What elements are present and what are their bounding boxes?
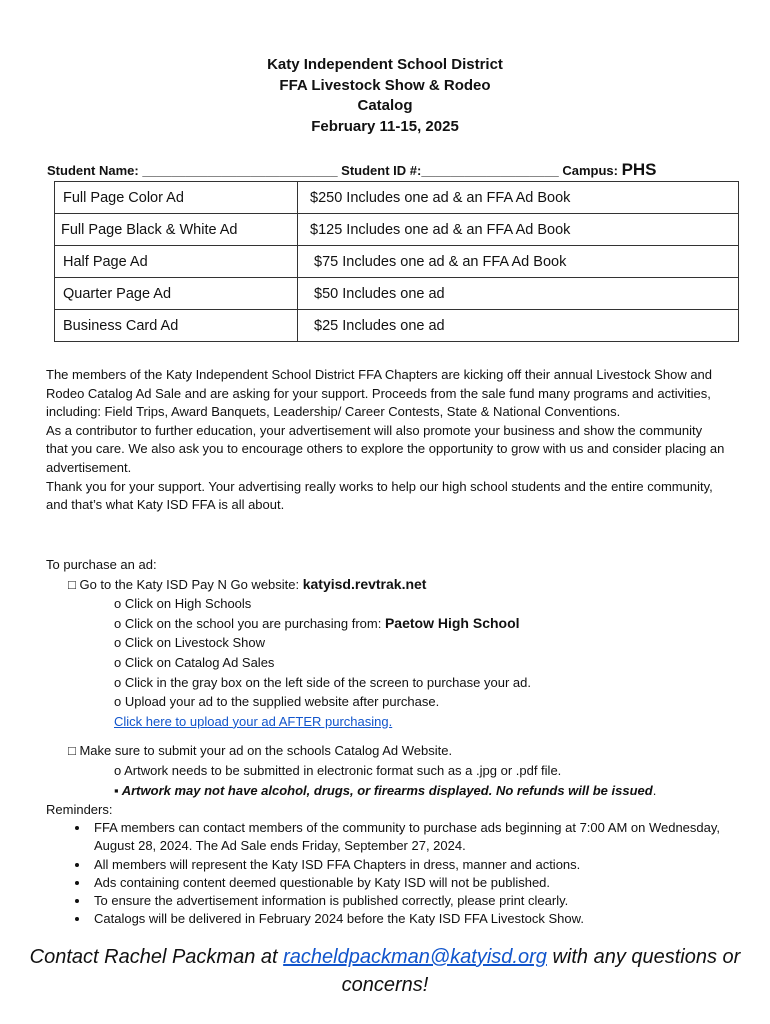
reminders-list [46, 819, 736, 928]
ad-type: Quarter Page Ad [55, 278, 298, 310]
table-row [55, 310, 739, 342]
ad-type: Full Page Color Ad [55, 182, 298, 214]
step-submit-ad: □ Make sure to submit your ad on the schools Catalog Ad Website. [68, 743, 453, 759]
contact-line: Contact Rachel Packman at racheldpackman@katyisd.org with any questions or concerns! [29, 946, 741, 996]
paragraph-thanks: Thank you for your support. Your advertising really works to help our high school students and the entire community, and that’s what Katy ISD FFA is all about. [46, 478, 713, 513]
sub-step: o Upload your ad to the supplied website after purchase. [114, 694, 440, 710]
table-row [55, 246, 739, 278]
contact-email-link[interactable]: racheldpackman@katyisd.org [283, 946, 547, 968]
student-id-field: Student ID #:___________________ [337, 163, 563, 178]
sub-step: o Click on Catalog Ad Sales [114, 654, 275, 670]
reminders-title: Reminders: [46, 802, 113, 817]
title-event: FFA Livestock Show & Rodeo [279, 76, 491, 94]
ad-pricing-table [54, 181, 739, 342]
campus-label: Campus: [562, 163, 622, 178]
purchase-intro: To purchase an ad: [46, 557, 157, 572]
table-row [55, 182, 739, 214]
school-name: Paetow High School [384, 614, 520, 631]
list-item: • To ensure the advertisement information is published correctly, please print clearly. [90, 892, 736, 910]
ad-price: $25 Includes one ad [298, 310, 739, 342]
ad-price: $50 Includes one ad [298, 278, 739, 310]
reminders-section [46, 801, 736, 928]
table-row [55, 278, 739, 310]
ad-price: $75 Includes one ad & an FFA Ad Book [298, 246, 739, 278]
artwork-warning: ▪ Artwork may not have alcohol, drugs, or firearms displayed. No refunds will be issued. [114, 782, 657, 798]
table-row [55, 214, 739, 246]
ad-price: $250 Includes one ad & an FFA Ad Book [298, 182, 739, 214]
website-name: katyisd.revtrak.net [302, 575, 427, 592]
paragraph-contributor: As a contributor to further education, your advertisement will also promote your business and show the community that you care. We also ask you to encourage others to explore the opportunity to grow with us and consider placing an advertisement. [46, 422, 725, 475]
step-pay-n-go: □ Go to the Katy ISD Pay N Go website: katyisd.revtrak.net [68, 575, 427, 592]
list-item: • Ads containing content deemed questionable by Katy ISD will not be published. [90, 874, 736, 892]
paragraph-mission: The members of the Katy Independent School District FFA Chapters are kicking off their annual Livestock Show and Rodeo Catalog Ad Sale and are asking for your support. Proceeds from the sale fund many programs and activities, including: Field Trips, Award Banquets, Leadership/ Career Contests, State & National Conventions. [46, 367, 713, 420]
purchase-instructions [46, 555, 736, 800]
title-district: Katy Independent School District [267, 56, 503, 73]
sub-step: o Click on the school you are purchasing from: Paetow High School [114, 614, 520, 631]
campus-value: PHS [621, 160, 657, 179]
sub-step: o Click on High Schools [114, 596, 252, 612]
ad-type: Full Page Black & White Ad [55, 214, 298, 246]
ad-type: Half Page Ad [55, 246, 298, 278]
list-item: • All members will represent the Katy ISD FFA Chapters in dress, manner and actions. [90, 856, 736, 874]
ad-price: $125 Includes one ad & an FFA Ad Book [298, 214, 739, 246]
document-title [0, 55, 770, 137]
sub-step: o Click on Livestock Show [114, 635, 266, 651]
upload-ad-link[interactable]: Click here to upload your ad AFTER purchasing. [114, 713, 393, 729]
sub-step: o Artwork needs to be submitted in electronic format such as a .jpg or .pdf file. [114, 762, 562, 778]
sub-step: o Click in the gray box on the left side of the screen to purchase your ad. [114, 674, 531, 690]
list-item: • FFA members can contact members of the community to purchase ads beginning at 7:00 AM on Wednesday, August 28, 2024. The Ad Sale ends Friday, September 27, 2024. [90, 819, 736, 855]
title-dates: February 11-15, 2025 [311, 117, 459, 135]
ad-type: Business Card Ad [55, 310, 298, 342]
title-catalog: Catalog [357, 97, 413, 114]
student-info-line [47, 160, 747, 180]
intro-paragraphs [46, 366, 726, 515]
student-name-field: Student Name: ___________________________ [47, 163, 338, 178]
list-item: • Catalogs will be delivered in February 2024 before the Katy ISD FFA Livestock Show. [90, 910, 736, 928]
